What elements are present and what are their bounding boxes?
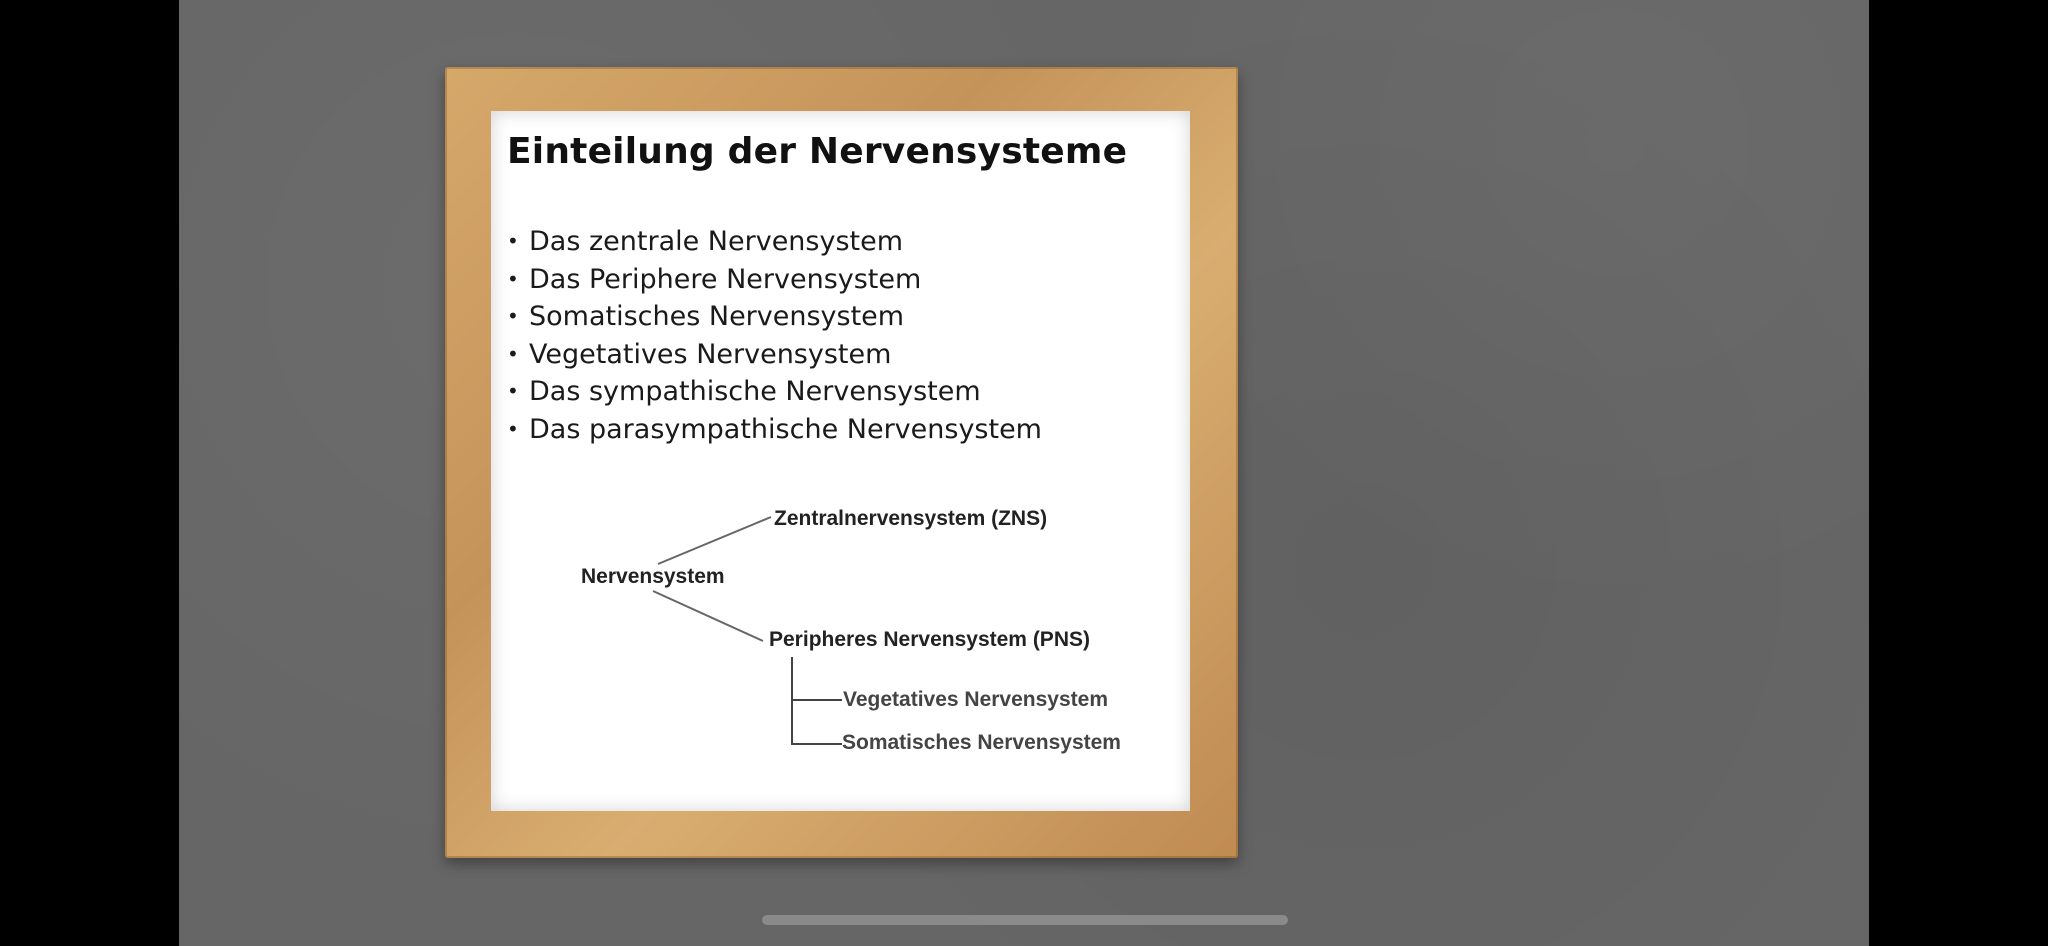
bullet-text: Somatisches Nervensystem xyxy=(529,301,905,332)
bullet-text: Das sympathische Nervensystem xyxy=(529,376,981,407)
wooden-picture-frame xyxy=(445,67,1238,858)
bullet-text: Vegetatives Nervensystem xyxy=(529,338,892,370)
bullet-dot-icon: • xyxy=(507,229,519,253)
bullet-text: Das parasympathische Nervensystem xyxy=(529,413,1042,445)
bullet-dot-icon: • xyxy=(507,416,519,441)
home-indicator-bar[interactable] xyxy=(762,915,1288,925)
slide-title: Einteilung der Nervensysteme xyxy=(507,131,1128,172)
diagram-root-label: Nervensystem xyxy=(581,565,725,588)
diagram-somatisches-label: Somatisches Nervensystem xyxy=(842,731,1121,754)
bullet-dot-icon: • xyxy=(507,266,519,291)
diagram-zns-label: Zentralnervensystem (ZNS) xyxy=(774,507,1048,530)
diagram-vegetatives-label: Vegetatives Nervensystem xyxy=(843,688,1108,711)
connector-root-to-pns xyxy=(653,591,763,641)
slide-content xyxy=(491,111,1190,811)
connector-root-to-zns xyxy=(658,517,771,564)
nervous-system-tree-diagram xyxy=(491,111,1190,811)
bullet-text: Das zentrale Nervensystem xyxy=(529,226,904,257)
diagram-pns-label: Peripheres Nervensystem (PNS) xyxy=(769,628,1090,651)
presentation-stage xyxy=(179,0,1869,946)
bullet-dot-icon: • xyxy=(507,304,519,328)
bullet-dot-icon: • xyxy=(507,341,519,366)
bullet-text: Das Periphere Nervensystem xyxy=(529,263,922,295)
bullet-dot-icon: • xyxy=(507,379,519,403)
